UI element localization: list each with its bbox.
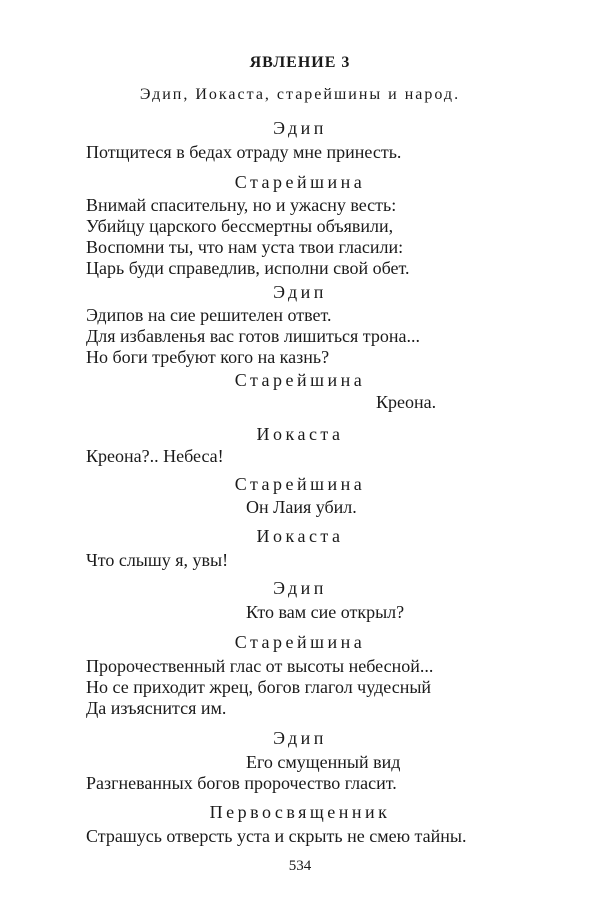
verse-line: Внимай спасительну, но и ужасну весть: [86,195,397,215]
speaker-jocasta: Иокаста [256,526,344,546]
page-number: 534 [288,858,312,874]
speaker-oedipus: Эдип [273,118,327,138]
verse-line: Потщитеся в бедах отраду мне принесть. [86,142,402,162]
verse-line: Пророчественный глас от высоты небесной... [86,656,434,676]
verse-line: Его смущенный вид [246,752,401,772]
verse-line: Что слышу я, увы! [86,550,229,570]
scene-title: ЯВЛЕНИЕ 3 [249,54,351,71]
verse-line: Но се приходит жрец, богов глагол чудесный [86,677,432,697]
verse-line: Он Лаия убил. [246,497,357,517]
verse-line: Воспомни ты, что нам уста твои гласили: [86,237,404,257]
verse-line: Да изъяснится им. [86,698,227,718]
verse-line: Кто вам сие открыл? [246,602,405,622]
speaker-elder: Старейшина [234,370,366,390]
verse-line: Страшусь отверсть уста и скрыть не смею тайны. [86,826,467,846]
verse-line: Убийцу царского бессмертны объявили, [86,216,394,236]
speaker-jocasta: Иокаста [256,424,344,444]
verse-line: Креона?.. Небеса! [86,446,224,466]
speaker-elder: Старейшина [234,172,366,192]
speaker-high-priest: Первосвященник [209,802,391,822]
verse-line: Эдипов на сие решителен ответ. [86,305,332,325]
verse-line: Креона. [376,392,437,412]
speaker-elder: Старейшина [234,474,366,494]
verse-line: Но боги требуют кого на казнь? [86,347,330,367]
verse-line: Для избавленья вас готов лишиться трона... [86,326,421,346]
speaker-elder: Старейшина [234,632,366,652]
speaker-oedipus: Эдип [273,578,327,598]
cast-list: Эдип, Иокаста, старейшины и народ. [139,86,461,103]
verse-line: Разгневанных богов пророчество гласит. [86,773,397,793]
verse-line: Царь буди справедлив, исполни свой обет. [86,258,410,278]
speaker-oedipus: Эдип [273,728,327,748]
speaker-oedipus: Эдип [273,282,327,302]
